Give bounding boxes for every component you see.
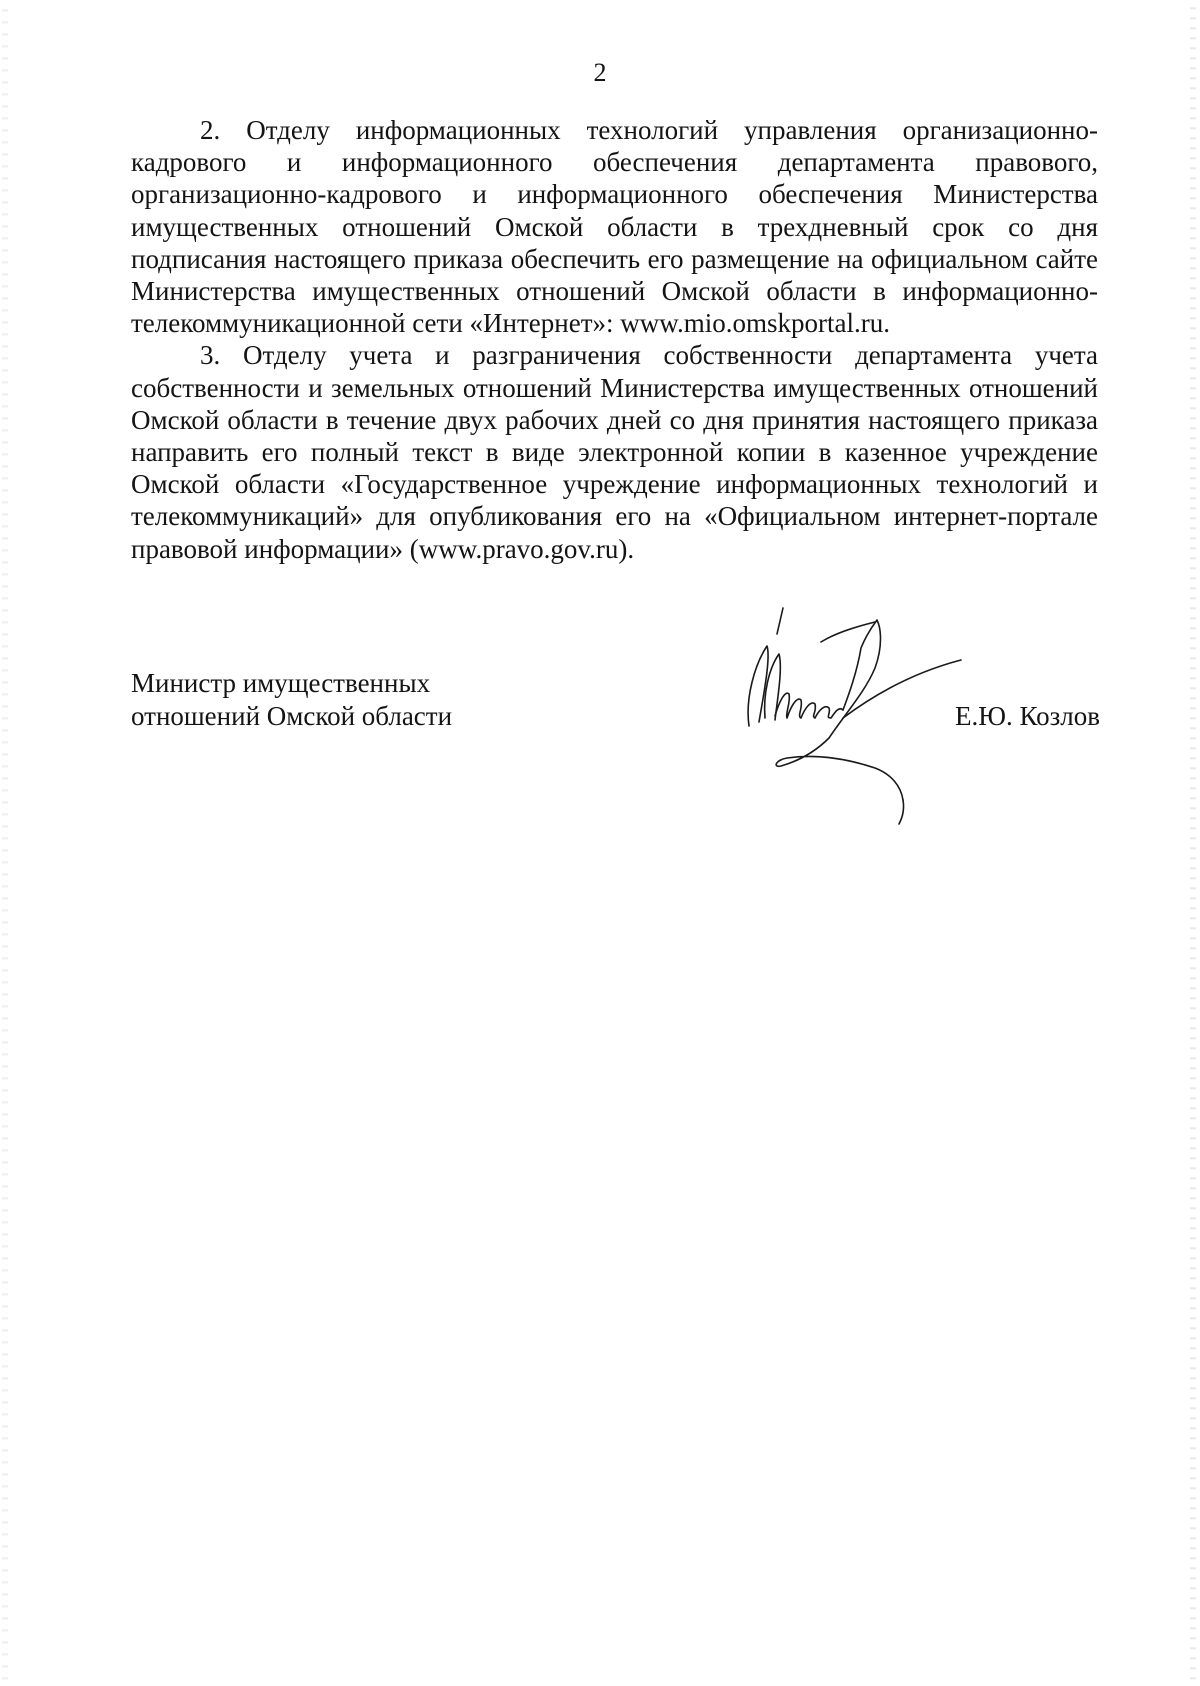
paragraph-2: 2. Отделу информационных технологий управления организационно-кадрового и информационного обеспечения департамента правового, организационно-кадрового и информационного обеспечения Министерства имущественных отношений Омской области в трехдневный срок со дня подписания настоящего приказа обеспечить его размещение на официальном сайте Министерства имущественных отношений Омской области в информационно-телекоммуникационной сети «Интернет»: www.mio.omskportal.ru. bbox=[131, 115, 1098, 339]
signer-name: Е.Ю. Козлов bbox=[954, 701, 1100, 731]
signer-title bbox=[131, 667, 551, 733]
signer-title-line-2: отношений Омской области bbox=[131, 701, 453, 731]
page-number: 2 bbox=[593, 58, 607, 87]
scan-edge-right bbox=[1190, 0, 1196, 1686]
scan-edge-left bbox=[2, 0, 8, 1686]
signer-title-line-1: Министр имущественных bbox=[131, 668, 431, 698]
document-body bbox=[131, 114, 1098, 565]
paragraph-3: 3. Отделу учета и разграничения собственности департамента учета собственности и земельных отношений Министерства имущественных отношений Омской области в течение двух рабочих дней со дня принятия настоящего приказа направить его полный текст в виде электронной копии в казенное учреждение Омской области «Государственное учреждение информационных технологий и телекоммуникаций» для опубликования его на «Официальном интернет-портале правовой информации» (www.pravo.gov.ru). bbox=[131, 340, 1098, 564]
